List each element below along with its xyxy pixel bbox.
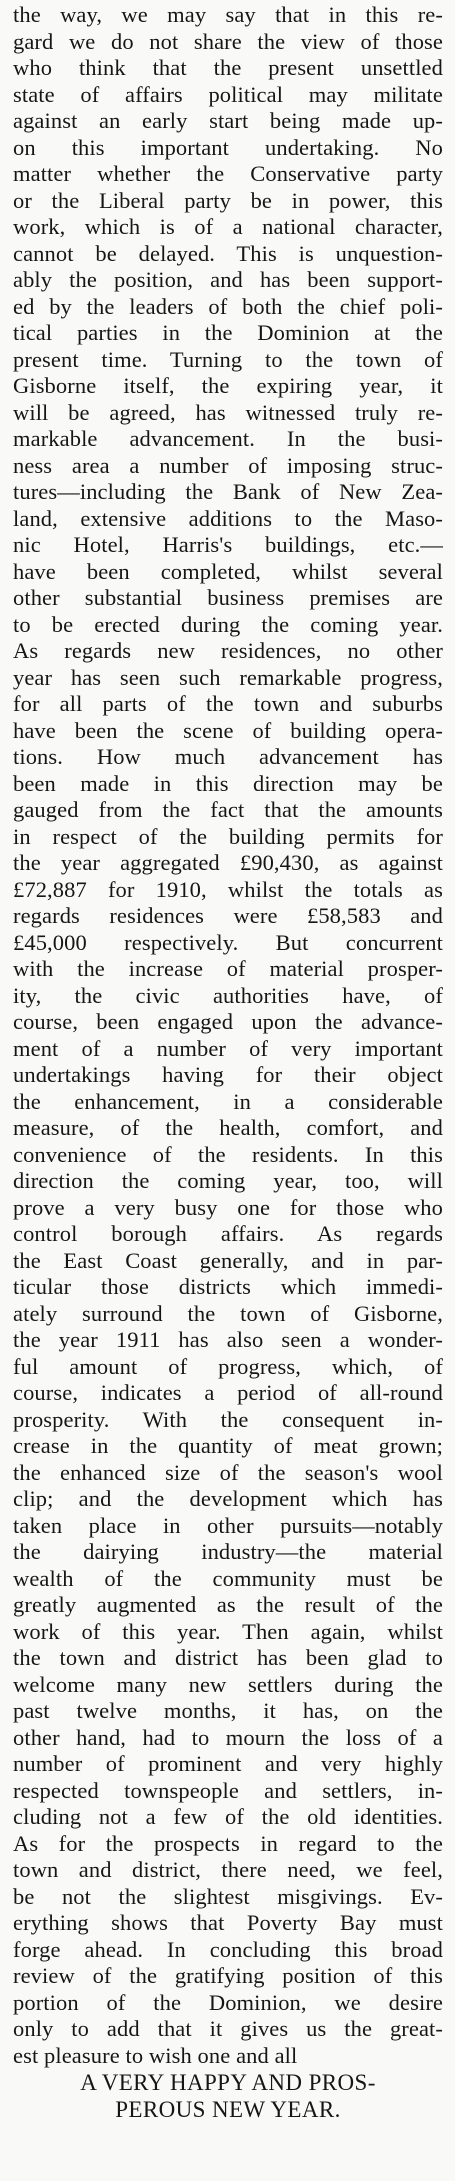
article-line: number of prominent and very highly: [13, 1751, 443, 1776]
article-line: portion of the Dominion, we desire: [13, 1989, 443, 2015]
article-line: markable advancement. In the busi-: [13, 426, 443, 451]
article-line: the enhanced size of the season's wool: [13, 1459, 443, 1485]
article-line: prosperity. With the consequent in-: [13, 1406, 443, 1432]
article-line: welcome many new settlers during the: [13, 1671, 443, 1697]
article-line: with the increase of material prosper-: [13, 956, 443, 981]
article-line: been made in this direction may be: [13, 770, 443, 796]
article-line: direction the coming year, too, will: [13, 1168, 443, 1193]
article-line: forge ahead. In concluding this broad: [13, 1936, 443, 1962]
article-line: course, been engaged upon the advance-: [13, 1009, 443, 1034]
article-line: the year 1911 has also seen a wonder-: [13, 1327, 443, 1352]
article-line: only to add that it gives us the great-: [13, 2016, 443, 2041]
article-line: on this important undertaking. No: [13, 134, 443, 160]
closing-greeting: [13, 2069, 443, 2123]
article-line: respected townspeople and settlers, in-: [13, 1777, 443, 1803]
article-line: regards residences were £58,583 and: [13, 903, 443, 928]
article-line: be not the slightest misgivings. Ev-: [13, 1883, 443, 1909]
article-line: ful amount of progress, which, of: [13, 1353, 443, 1379]
article-line: ed by the leaders of both the chief poli-: [13, 293, 443, 319]
article-line: As regards new residences, no other: [13, 638, 443, 663]
article-body: [13, 2, 443, 2069]
article-line: past twelve months, it has, on the: [13, 1698, 443, 1723]
article-line: the way, we may say that in this re-: [13, 2, 443, 27]
article-line: cluding not a few of the old identities.: [13, 1804, 443, 1829]
article-line: ably the position, and has been support-: [13, 267, 443, 292]
article-line: matter whether the Conservative party: [13, 161, 443, 186]
article-line: the town and district has been glad to: [13, 1645, 443, 1670]
article-line: Gisborne itself, the expiring year, it: [13, 373, 443, 398]
article-line: ness area a number of imposing struc-: [13, 452, 443, 478]
article-line: the East Coast generally, and in par-: [13, 1247, 443, 1273]
article-line: present time. Turning to the town of: [13, 346, 443, 372]
article-line: ment of a number of very important: [13, 1035, 443, 1061]
article-line: greatly augmented as the result of the: [13, 1592, 443, 1617]
article-line: gauged from the fact that the amounts: [13, 797, 443, 822]
article-line: work of this year. Then again, whilst: [13, 1618, 443, 1644]
article-line: gard we do not share the view of those: [13, 28, 443, 54]
article-line: taken place in other pursuits—notably: [13, 1512, 443, 1538]
article-line: land, extensive additions to the Maso-: [13, 505, 443, 531]
article-line: prove a very busy one for those who: [13, 1194, 443, 1220]
article-line: nic Hotel, Harris's buildings, etc.—: [13, 532, 443, 557]
closing-line: PEROUS NEW YEAR.: [115, 2097, 341, 2122]
article-line: crease in the quantity of meat grown;: [13, 1433, 443, 1458]
article-line: erything shows that Poverty Bay must: [13, 1910, 443, 1935]
article-line: who think that the present unsettled: [13, 55, 443, 80]
article-line: control borough affairs. As regards: [13, 1221, 443, 1246]
article-line: clip; and the development which has: [13, 1486, 443, 1511]
article-line: other hand, had to mourn the loss of a: [13, 1724, 443, 1750]
article-line: est pleasure to wish one and all: [13, 2042, 298, 2068]
article-line: course, indicates a period of all-round: [13, 1380, 443, 1405]
article-line: to be erected during the coming year.: [13, 611, 443, 637]
article-line: will be agreed, has witnessed truly re-: [13, 399, 443, 425]
article-line: tical parties in the Dominion at the: [13, 320, 443, 345]
article-line: for all parts of the town and suburbs: [13, 691, 443, 716]
article-line: the enhancement, in a considerable: [13, 1088, 443, 1114]
article-line: wealth of the community must be: [13, 1565, 443, 1591]
article-line: undertakings having for their object: [13, 1062, 443, 1087]
article-line: or the Liberal party be in power, this: [13, 187, 443, 213]
article-line: state of affairs political may militate: [13, 81, 443, 107]
article-line: review of the gratifying position of this: [13, 1963, 443, 1988]
article-line: have been the scene of building opera-: [13, 717, 443, 743]
article-line: town and district, there need, we feel,: [13, 1857, 443, 1882]
article-line: £72,887 for 1910, whilst the totals as: [13, 876, 443, 902]
article-line: the dairying industry—the material: [13, 1539, 443, 1564]
article-line: work, which is of a national character,: [13, 214, 443, 239]
article-line: tions. How much advancement has: [13, 744, 443, 769]
article-line: As for the prospects in regard to the: [13, 1830, 443, 1856]
article-line: convenience of the residents. In this: [13, 1141, 443, 1167]
article-line: in respect of the building permits for: [13, 823, 443, 849]
article-line: the year aggregated £90,430, as against: [13, 850, 443, 875]
article-column: [13, 2, 443, 2123]
article-line: £45,000 respectively. But concurrent: [13, 929, 443, 955]
article-line: other substantial business premises are: [13, 585, 443, 610]
closing-line: A VERY HAPPY AND PROS-: [80, 2070, 376, 2095]
article-line: tures—including the Bank of New Zea-: [13, 479, 443, 504]
article-line: ticular those districts which immedi-: [13, 1274, 443, 1299]
article-line: measure, of the health, comfort, and: [13, 1115, 443, 1140]
article-line: cannot be delayed. This is unquestion-: [13, 240, 443, 266]
article-line: against an early start being made up-: [13, 108, 443, 133]
article-line: year has seen such remarkable progress,: [13, 664, 443, 690]
article-line: ity, the civic authorities have, of: [13, 982, 443, 1008]
article-line: have been completed, whilst several: [13, 558, 443, 584]
article-line: ately surround the town of Gisborne,: [13, 1300, 443, 1326]
